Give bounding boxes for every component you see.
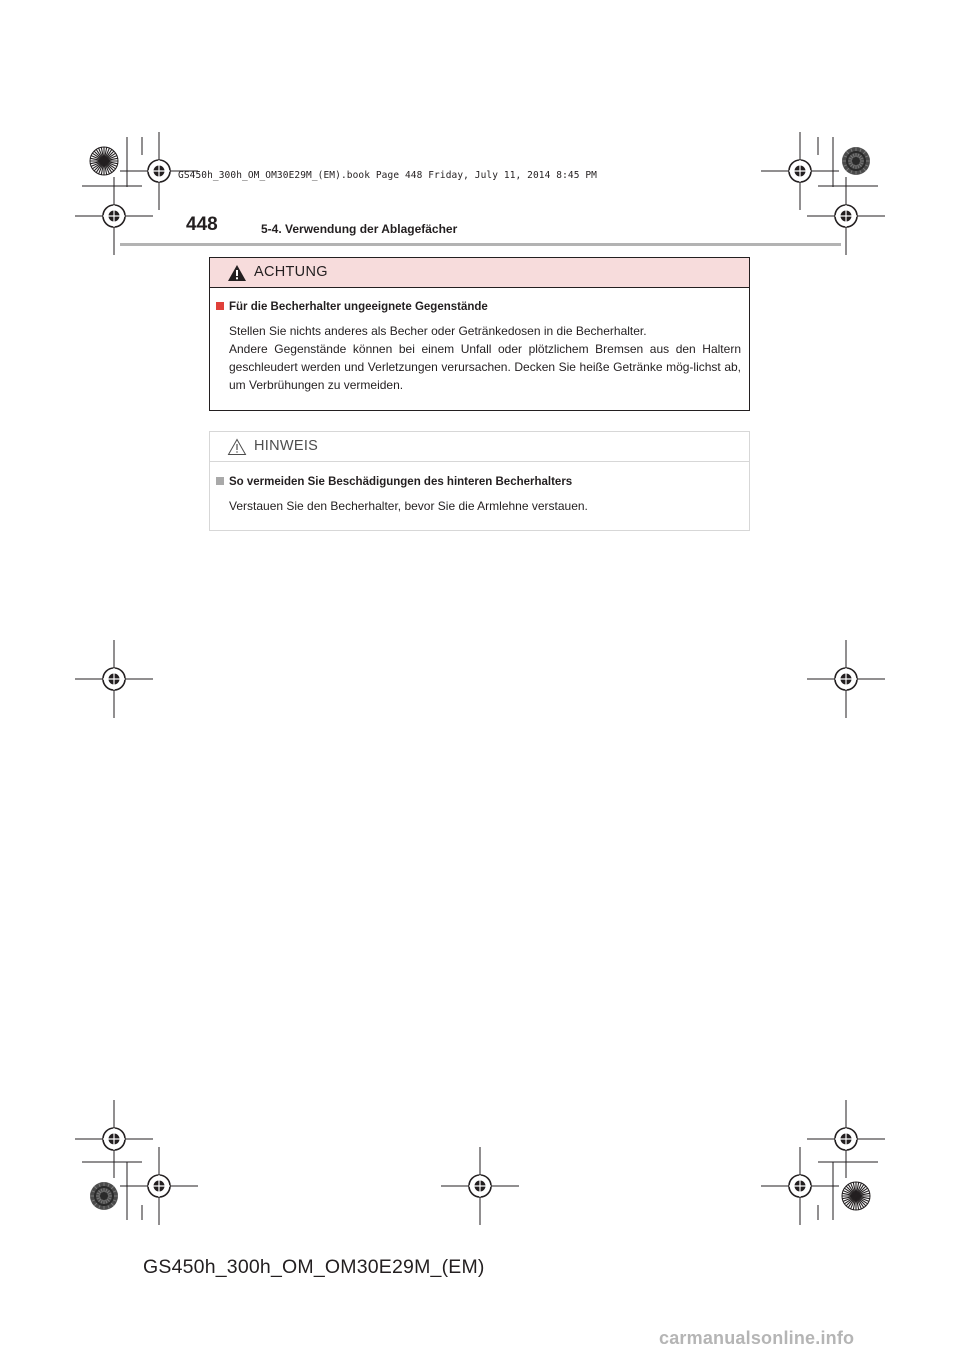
- document-code: GS450h_300h_OM_OM30E29M_(EM): [143, 1256, 485, 1278]
- book-info-slug: GS450h_300h_OM_OM30E29M_(EM).book Page 448 Friday, July 11, 2014 8:45 PM: [178, 170, 598, 181]
- watermark: carmanualsonline.info: [659, 1328, 855, 1348]
- warning-item-title: Für die Becherhalter ungeeignete Gegenstände: [216, 301, 488, 313]
- warning-box: [209, 257, 750, 411]
- page-number: 448: [186, 214, 218, 235]
- bullet-square-icon: [216, 477, 224, 485]
- warning-text-line2: Andere Gegenstände können bei einem Unfall oder plötzlichem Bremsen aus den Haltern geschleudert werden und Verletzungen verursachen. Decken Sie heiße Getränke mög-lichst ab, um Verbrühungen zu vermeiden.: [229, 342, 741, 392]
- notice-triangle-icon: [227, 438, 247, 456]
- section-title: 5-4. Verwendung der Ablagefächer: [261, 222, 458, 236]
- warning-label: ACHTUNG: [254, 264, 328, 280]
- bullet-square-icon: [216, 302, 224, 310]
- notice-item-title: So vermeiden Sie Beschädigungen des hinteren Becherhalters: [216, 476, 572, 488]
- warning-header: [210, 258, 749, 288]
- notice-text: Verstauen Sie den Becherhalter, bevor Sie die Armlehne verstauen.: [229, 499, 588, 513]
- notice-header: [210, 432, 749, 462]
- notice-label: HINWEIS: [254, 438, 319, 454]
- warning-text-line1: Stellen Sie nichts anderes als Becher oder Getränkedosen in die Becherhalter.: [229, 324, 647, 338]
- notice-box: [209, 431, 750, 531]
- header-rule: [120, 243, 841, 246]
- warning-triangle-icon: [227, 264, 247, 282]
